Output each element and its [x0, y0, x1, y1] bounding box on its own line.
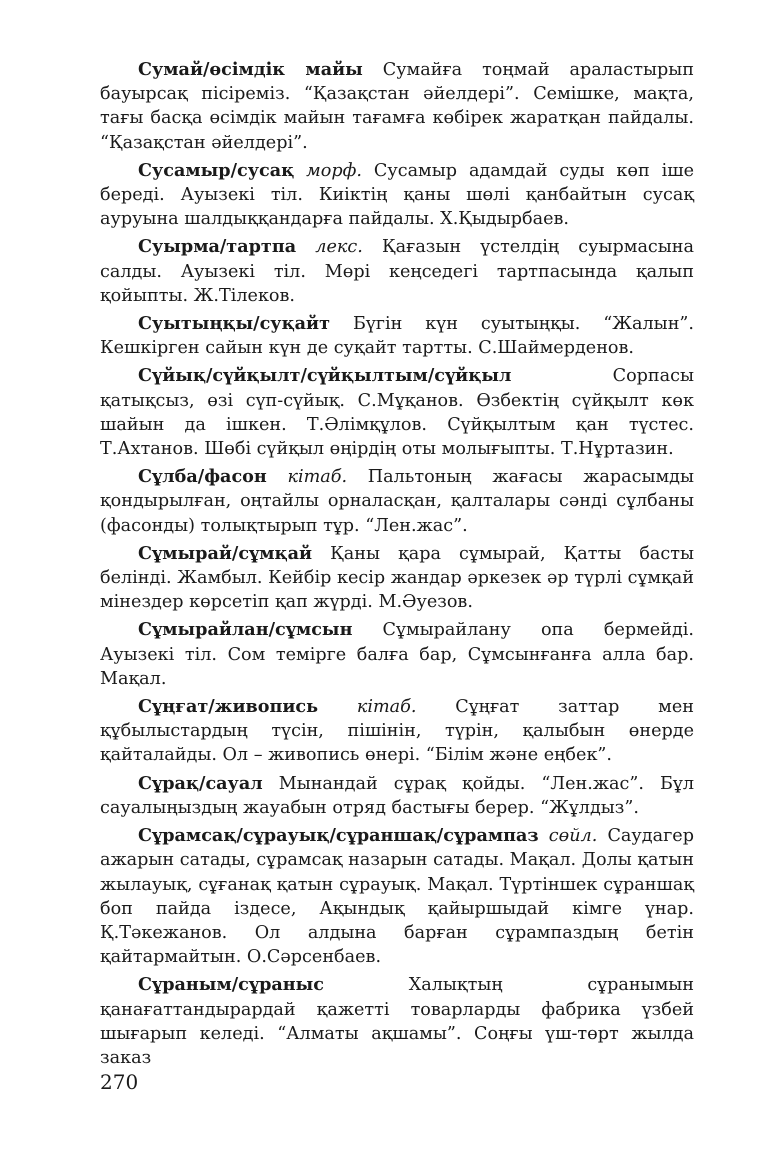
entry-headword: Сумай/өсімдік майы: [138, 59, 363, 80]
page-number: 270: [100, 1070, 139, 1094]
dictionary-page: [100, 58, 694, 1074]
entry-headword: Сұмырай/сұмқай: [138, 542, 313, 564]
entry-usage-mark: морф.: [306, 160, 362, 181]
entry-headword: Сүйық/сүйқылт/сүйқылтым/сүйқыл: [138, 365, 512, 387]
dictionary-entry: [100, 973, 694, 1070]
entry-text: Қағазын үстелдің суырмасына салды. Ауызекі тіл. Мөрі кеңседегі тартпасында қалып қойыпты. Ж.Тілеков.: [100, 237, 695, 306]
entry-text: Халықтың сұранымын қанағаттандырардай қажетті товарларды фабрика үзбей шығарып келеді. “Алматы ақшамы”. Соңғы үш-төрт жылда заказ: [100, 975, 695, 1068]
entry-text: Саудагер ажарын сатады, сұрамсақ назарын сатады. Мақал. Долы қатын жылауық, сұғанақ қатын сұрауық. Мақал. Түртіншек сұраншақ боп пайда іздесе, Ақындық қайыршыдай кімге үнар. Қ.Тәкежанов. Ол алдына барған сұрампаздың бетін қайтармайтын. О.Сәрсенбаев.: [100, 826, 694, 968]
entry-text: Сумайға тоңмай араластырып бауырсақ пісіреміз. “Қазақстан әйелдері”. Семішке, мақта, тағы басқа өсімдік майын тағамға көбірек жаратқан пайдалы. “Қазақстан әйелдері”.: [100, 60, 695, 153]
entry-text: Сұңғат заттар мен құбылыстардың түсін, пішінін, түрін, қалыбын өнерде қайталайды. Ол – живопись өнері. “Білім және еңбек”.: [100, 697, 695, 766]
dictionary-entry: [100, 58, 694, 155]
entry-headword: Сұрақ/сауал: [138, 772, 263, 794]
entry-text: Сұмырайлану опа бермейді. Ауызекі тіл. Сом темірге балға бар, Сұмсынғанға алла бар. Мақал.: [100, 620, 694, 689]
entry-text: Қаны қара сұмырай, Қатты басты белінді. Жамбыл. Кейбір кесір жандар әркезек әр түрлі сұмқай мінездер көрсетіп қап жүрді. М.Әуезов.: [100, 543, 695, 613]
entry-headword: Сусамыр/сусақ: [138, 159, 295, 181]
entry-usage-mark: кітаб.: [356, 697, 417, 718]
dictionary-entry: [100, 618, 694, 691]
dictionary-entry: [100, 824, 694, 969]
entry-usage-mark: кітаб.: [287, 467, 348, 488]
dictionary-entry: [100, 159, 694, 232]
entry-headword: Сұлба/фасон: [138, 466, 267, 488]
entry-text: Сусамыр адамдай суды көп іше береді. Ауызекі тіл. Киіктің қаны шөлі қанбайтын сусақ ауруына шалдыққандарға пайдалы. Х.Қыдырбаев.: [100, 160, 695, 230]
dictionary-entry: [100, 235, 694, 308]
dictionary-entry: [100, 695, 694, 768]
entry-usage-mark: лекс.: [315, 237, 363, 258]
entry-headword: Суытыңқы/суқайт: [138, 313, 331, 335]
entry-text: Мынандай сұрақ қойды. “Лен.жас”. Бұл сауалыңыздың жауабын отряд бастығы берер. “Жұлдыз”.: [100, 773, 695, 818]
entry-headword: Сұңғат/живопись: [138, 696, 319, 718]
dictionary-entry: [100, 542, 694, 615]
entry-headword: Сұрамсақ/сұрауық/сұраншақ/сұрампаз: [138, 825, 539, 847]
entry-headword: Суырма/тартпа: [138, 236, 297, 258]
entry-headword: Сұмырайлан/сұмсын: [138, 619, 353, 641]
dictionary-entry: [100, 772, 694, 820]
dictionary-entry: [100, 465, 694, 538]
dictionary-entry: [100, 364, 694, 461]
entry-text: Пальтоның жағасы жарасымды қондырылған, оңтайлы орналасқан, қалталары сәнді сұлбаны (фасонды) толықтырып тұр. “Лен.жас”.: [100, 467, 695, 536]
entry-usage-mark: сөйл.: [548, 826, 598, 847]
dictionary-entry: [100, 312, 694, 360]
entry-text: Бүгін күн суытыңқы. “Жалын”. Кешкірген сайын күн де суқайт тартты. С.Шаймерденов.: [100, 314, 695, 359]
entry-text: Сорпасы қатықсыз, өзі сүп-сүйық. С.Мұқанов. Өзбектің сүйқылт көк шайын да ішкен. Т.Әлімқұлов. Сүйқылтым қан түстес. Т.Ахтанов. Шөбі сүйқыл өңірдің оты молығыпты. Т.Нұртазин.: [100, 366, 694, 460]
entry-headword: Сұраным/сұраныс: [138, 974, 325, 996]
